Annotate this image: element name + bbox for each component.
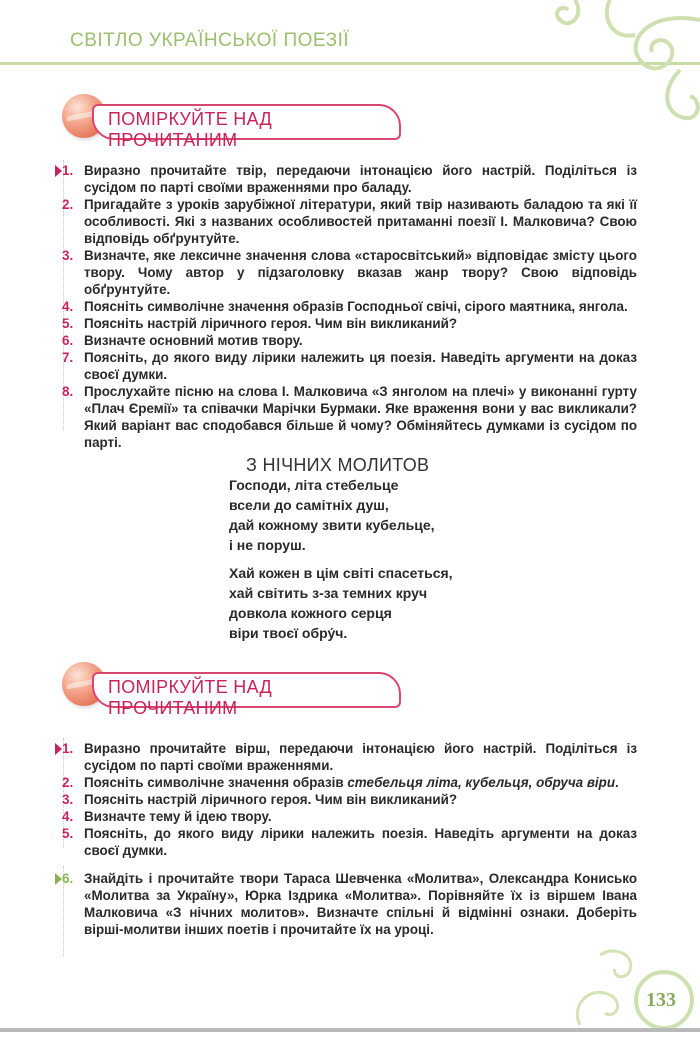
poem-line: і не поруш.: [229, 537, 306, 553]
triangle-marker-icon: [55, 743, 62, 755]
poem-line: Господи, літа стебельце: [229, 477, 399, 493]
poem-line: віри твоєї обру́ч.: [229, 625, 348, 641]
poem-line: хай світить з-за темних круч: [229, 585, 428, 601]
bottom-rule: [0, 1028, 700, 1032]
question-item: 5. Поясніть настрій ліричного героя. Чим він викликаний?: [62, 316, 458, 331]
question-item: 5. Поясніть, до якого виду лірики належить поезія. Наведіть аргументи на доказ своєї думки.: [62, 826, 637, 858]
poem-line: довкола кожного серця: [229, 605, 392, 621]
decorative-swirls-top: [530, 0, 700, 130]
question-item: 1. Виразно прочитайте твір, передаючи інтонацією його настрій. Поділіться із сусідом по парті своїми враженнями про баладу.: [62, 163, 637, 195]
section-banner-1: [62, 94, 402, 150]
poem-stanza-2: [229, 563, 453, 643]
question-item: 6. Визначте основний мотив твору.: [62, 333, 303, 348]
question-item: 8. Прослухайте пісню на слова І. Малковича «З янголом на плечі» у виконанні гурту «Плач Єремії» та співачки Марічки Бурмаки. Яке враження вони у вас викликали? Який варіант вас сподобався більше й чому? Обміняйтесь думками із сусідом по парті.: [62, 384, 637, 450]
question-item: 3. Визначте, яке лексичне значення слова «старосвітський» відповідає змісту цього твору. Чому автор у підзаголовку вказав жанр твору? Свою відповідь обґрунтуйте.: [62, 248, 637, 297]
decorative-swirls-bottom: [560, 945, 700, 1030]
poem-stanza-1: [229, 475, 435, 555]
question-item: 4. Визначте тему й ідею твору.: [62, 809, 272, 824]
question-item: 7. Поясніть, до якого виду лірики належить ця поезія. Наведіть аргументи на доказ своєї думки.: [62, 350, 637, 382]
question-list-2: [62, 740, 637, 859]
poem-line: дай кожному звити кубельце,: [229, 517, 435, 533]
poem-line: Хай кожен в цім світі спасеться,: [229, 565, 453, 581]
poem-line: всели до самітніх душ,: [229, 497, 389, 513]
question-item: 2. Пригадайте з уроків зарубіжної літератури, який твір називають баладою та які її особливості. Які з названих особливостей притаманні поезії І. Малковича? Свою відповідь обґрунтуйте.: [62, 197, 637, 246]
question-item: 3. Поясніть настрій ліричного героя. Чим він викликаний?: [62, 792, 458, 807]
running-header: СВІТЛО УКРАЇНСЬКОЇ ПОЕЗІЇ: [70, 30, 350, 51]
question-item: 6. Знайдіть і прочитайте твори Тараса Шевченка «Молитва», Олександра Конисько «Молитва за Україну», Юрка Іздрика «Молитва». Порівняйте їх із віршем Івана Малковича «З нічних молитов». Визначте спільні й відмінні ознаки. Доберіть вірші-молитви інших поетів і прочитайте їх на уроці.: [62, 871, 637, 937]
page-number: 133: [646, 989, 676, 1011]
question-item: 1. Виразно прочитайте вірш, передаючи інтонацією його настрій. Поділіться із сусідом по парті своїми враженнями.: [62, 741, 637, 773]
question-list-1: [62, 162, 637, 451]
question-item: 2. Поясніть символічне значення образів стебельця літа, кубельця, обруча віри.: [62, 775, 619, 790]
banner-label: ПОМІРКУЙТЕ НАД ПРОЧИТАНИМ: [108, 109, 272, 150]
section-banner-2: [62, 662, 402, 718]
triangle-marker-icon: [55, 165, 62, 177]
question-item: 4. Поясніть символічне значення образів Господньої свічі, сірого маятника, янгола.: [62, 299, 628, 314]
question-list-3: [62, 870, 637, 938]
triangle-marker-icon: [55, 873, 62, 885]
banner-label: ПОМІРКУЙТЕ НАД ПРОЧИТАНИМ: [108, 677, 272, 718]
poem-title: З НІЧНИХ МОЛИТОВ: [246, 455, 430, 475]
